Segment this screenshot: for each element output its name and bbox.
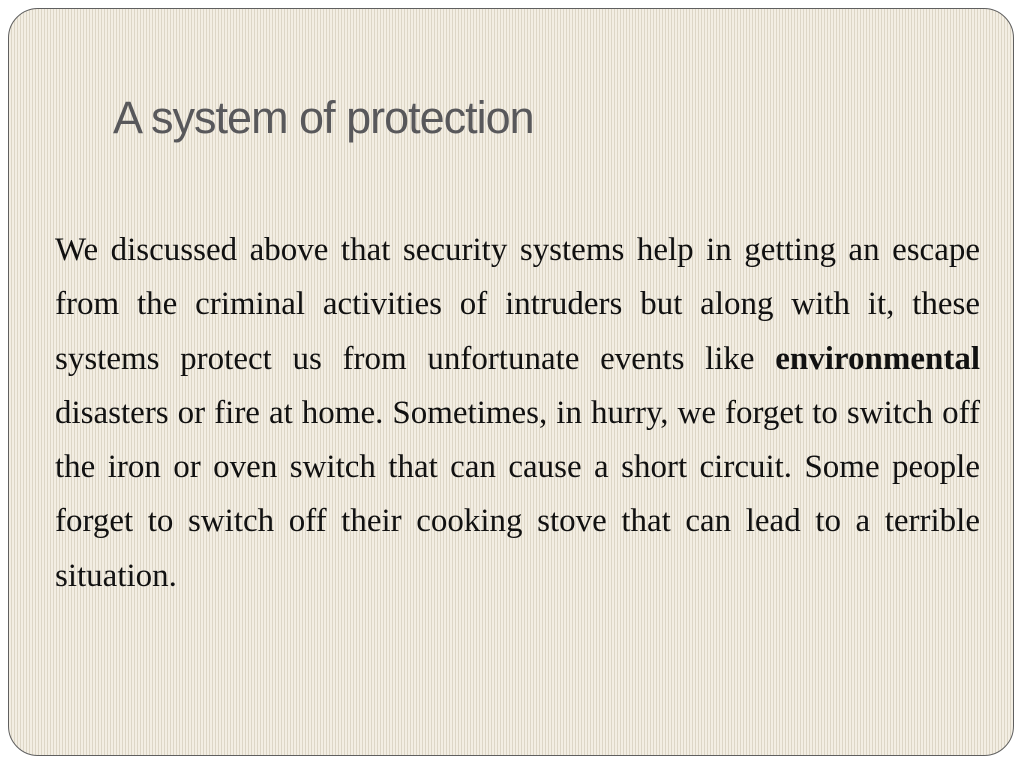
slide bbox=[8, 8, 1014, 756]
body-text-part-1: We discussed above that security systems help in getting an escape from the criminal activities of intruders but along with it, these systems protect us from unfortunate events like bbox=[55, 232, 980, 377]
slide-body-paragraph bbox=[55, 223, 980, 603]
slide-title: A system of protection bbox=[113, 92, 534, 143]
body-text-part-2: disasters or fire at home. Sometimes, in hurry, we forget to switch off the iron or oven switch that can cause a short circuit. Some people forget to switch off their cooking stove that can lead to a terrible situation. bbox=[55, 394, 980, 594]
body-emphasis-environmental: environmental bbox=[775, 340, 980, 377]
